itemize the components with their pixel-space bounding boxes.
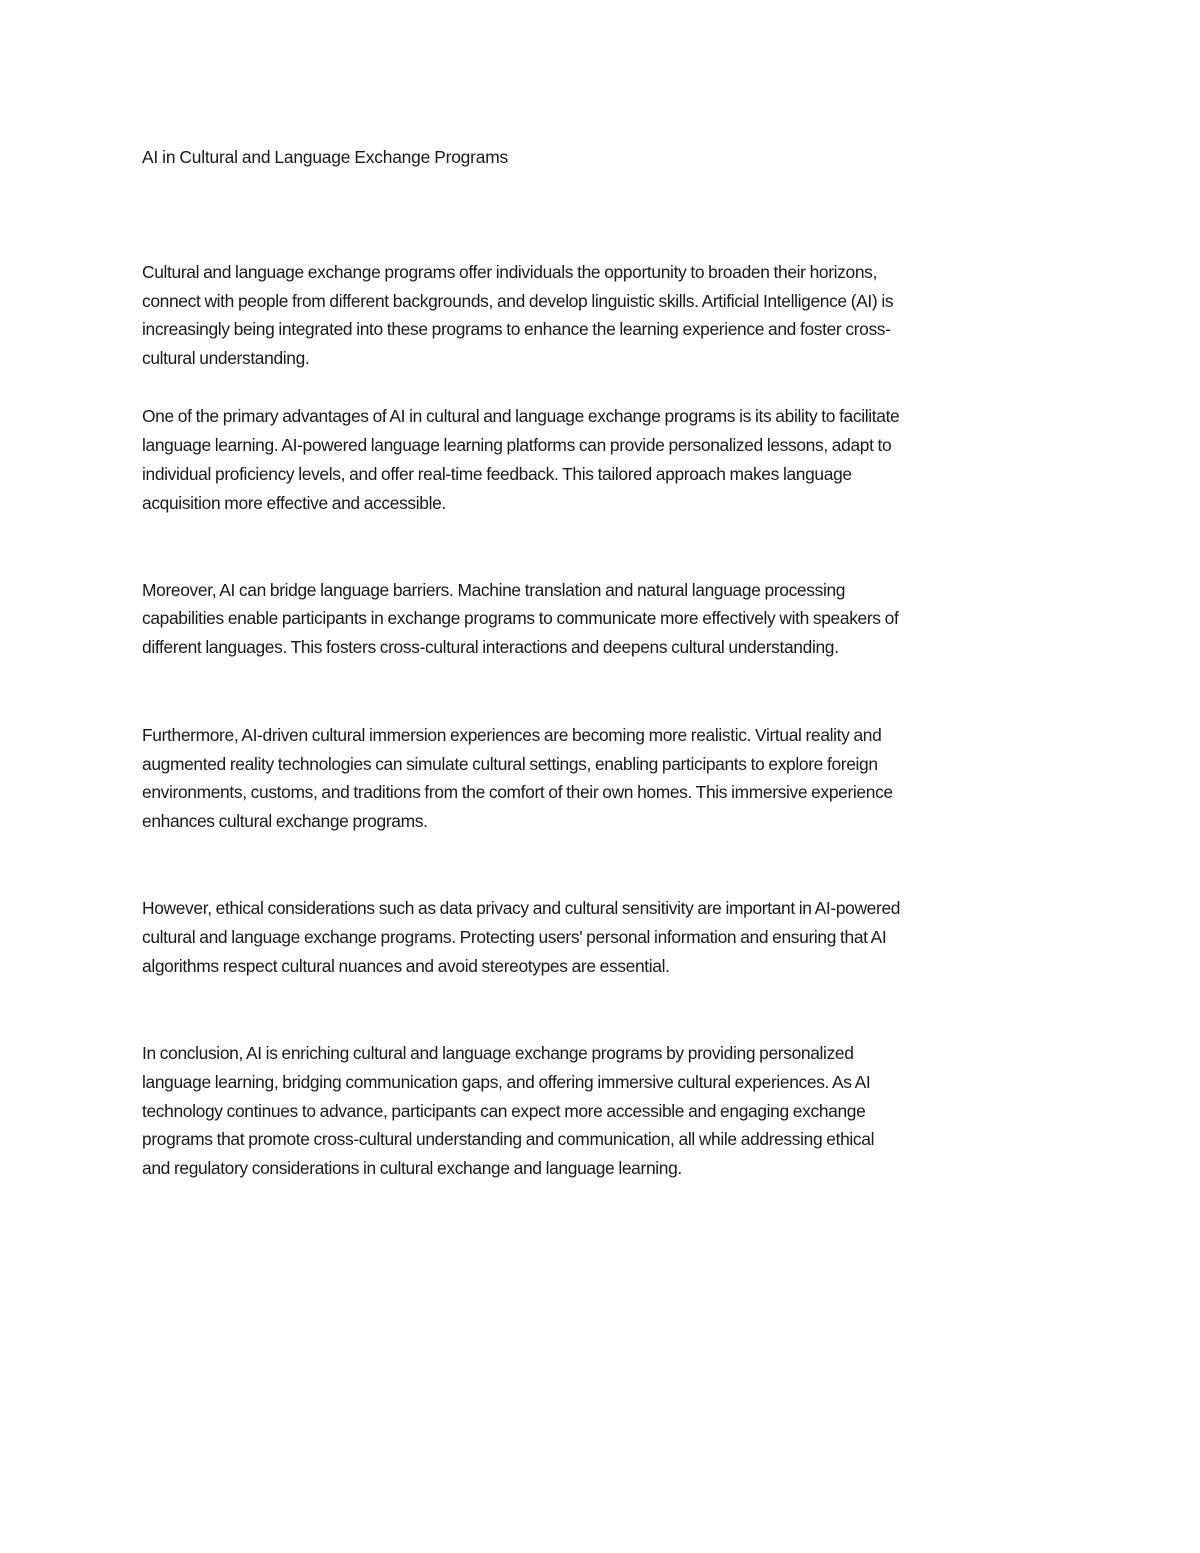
paragraph-line: language learning, bridging communication gaps, and offering immersive cultural experiences. As AI: [142, 1072, 871, 1092]
paragraph-line: Moreover, AI can bridge language barriers. Machine translation and natural language processing: [142, 580, 846, 600]
paragraph-line: enhances cultural exchange programs.: [142, 811, 428, 831]
paragraph-line: technology continues to advance, participants can expect more accessible and engaging exchange: [142, 1101, 866, 1121]
paragraph-line: increasingly being integrated into these programs to enhance the learning experience and foster cross-: [142, 319, 891, 339]
paragraph-line: augmented reality technologies can simulate cultural settings, enabling participants to explore foreign: [142, 754, 878, 774]
paragraph-line: algorithms respect cultural nuances and avoid stereotypes are essential.: [142, 956, 670, 976]
paragraph-line: Furthermore, AI-driven cultural immersion experiences are becoming more realistic. Virtual reality and: [142, 725, 882, 745]
paragraph-line: Cultural and language exchange programs offer individuals the opportunity to broaden their horizons,: [142, 262, 877, 282]
paragraph-line: cultural and language exchange programs. Protecting users' personal information and ensuring that AI: [142, 927, 887, 947]
paragraph-line: connect with people from different backgrounds, and develop linguistic skills. Artificial Intelligence (AI) is: [142, 291, 894, 311]
document-title: AI in Cultural and Language Exchange Programs: [142, 147, 509, 167]
paragraph-line: and regulatory considerations in cultural exchange and language learning.: [142, 1158, 682, 1178]
paragraph-line: However, ethical considerations such as data privacy and cultural sensitivity are important in AI-powered: [142, 898, 901, 918]
paragraph-line: acquisition more effective and accessible.: [142, 493, 446, 513]
paragraph-line: language learning. AI-powered language learning platforms can provide personalized lessons, adapt to: [142, 435, 892, 455]
paragraph-line: cultural understanding.: [142, 348, 310, 368]
paragraph-line: different languages. This fosters cross-cultural interactions and deepens cultural understanding.: [142, 637, 839, 657]
paragraph-line: programs that promote cross-cultural understanding and communication, all while addressing ethical: [142, 1129, 875, 1149]
paragraph-line: environments, customs, and traditions from the comfort of their own homes. This immersive experience: [142, 782, 893, 802]
paragraph-line: individual proficiency levels, and offer real-time feedback. This tailored approach makes language: [142, 464, 852, 484]
paragraph-line: One of the primary advantages of AI in cultural and language exchange programs is its ability to facilitate: [142, 406, 900, 426]
paragraph-line: capabilities enable participants in exchange programs to communicate more effectively with speakers of: [142, 608, 899, 628]
paragraph-line: In conclusion, AI is enriching cultural and language exchange programs by providing personalized: [142, 1043, 854, 1063]
